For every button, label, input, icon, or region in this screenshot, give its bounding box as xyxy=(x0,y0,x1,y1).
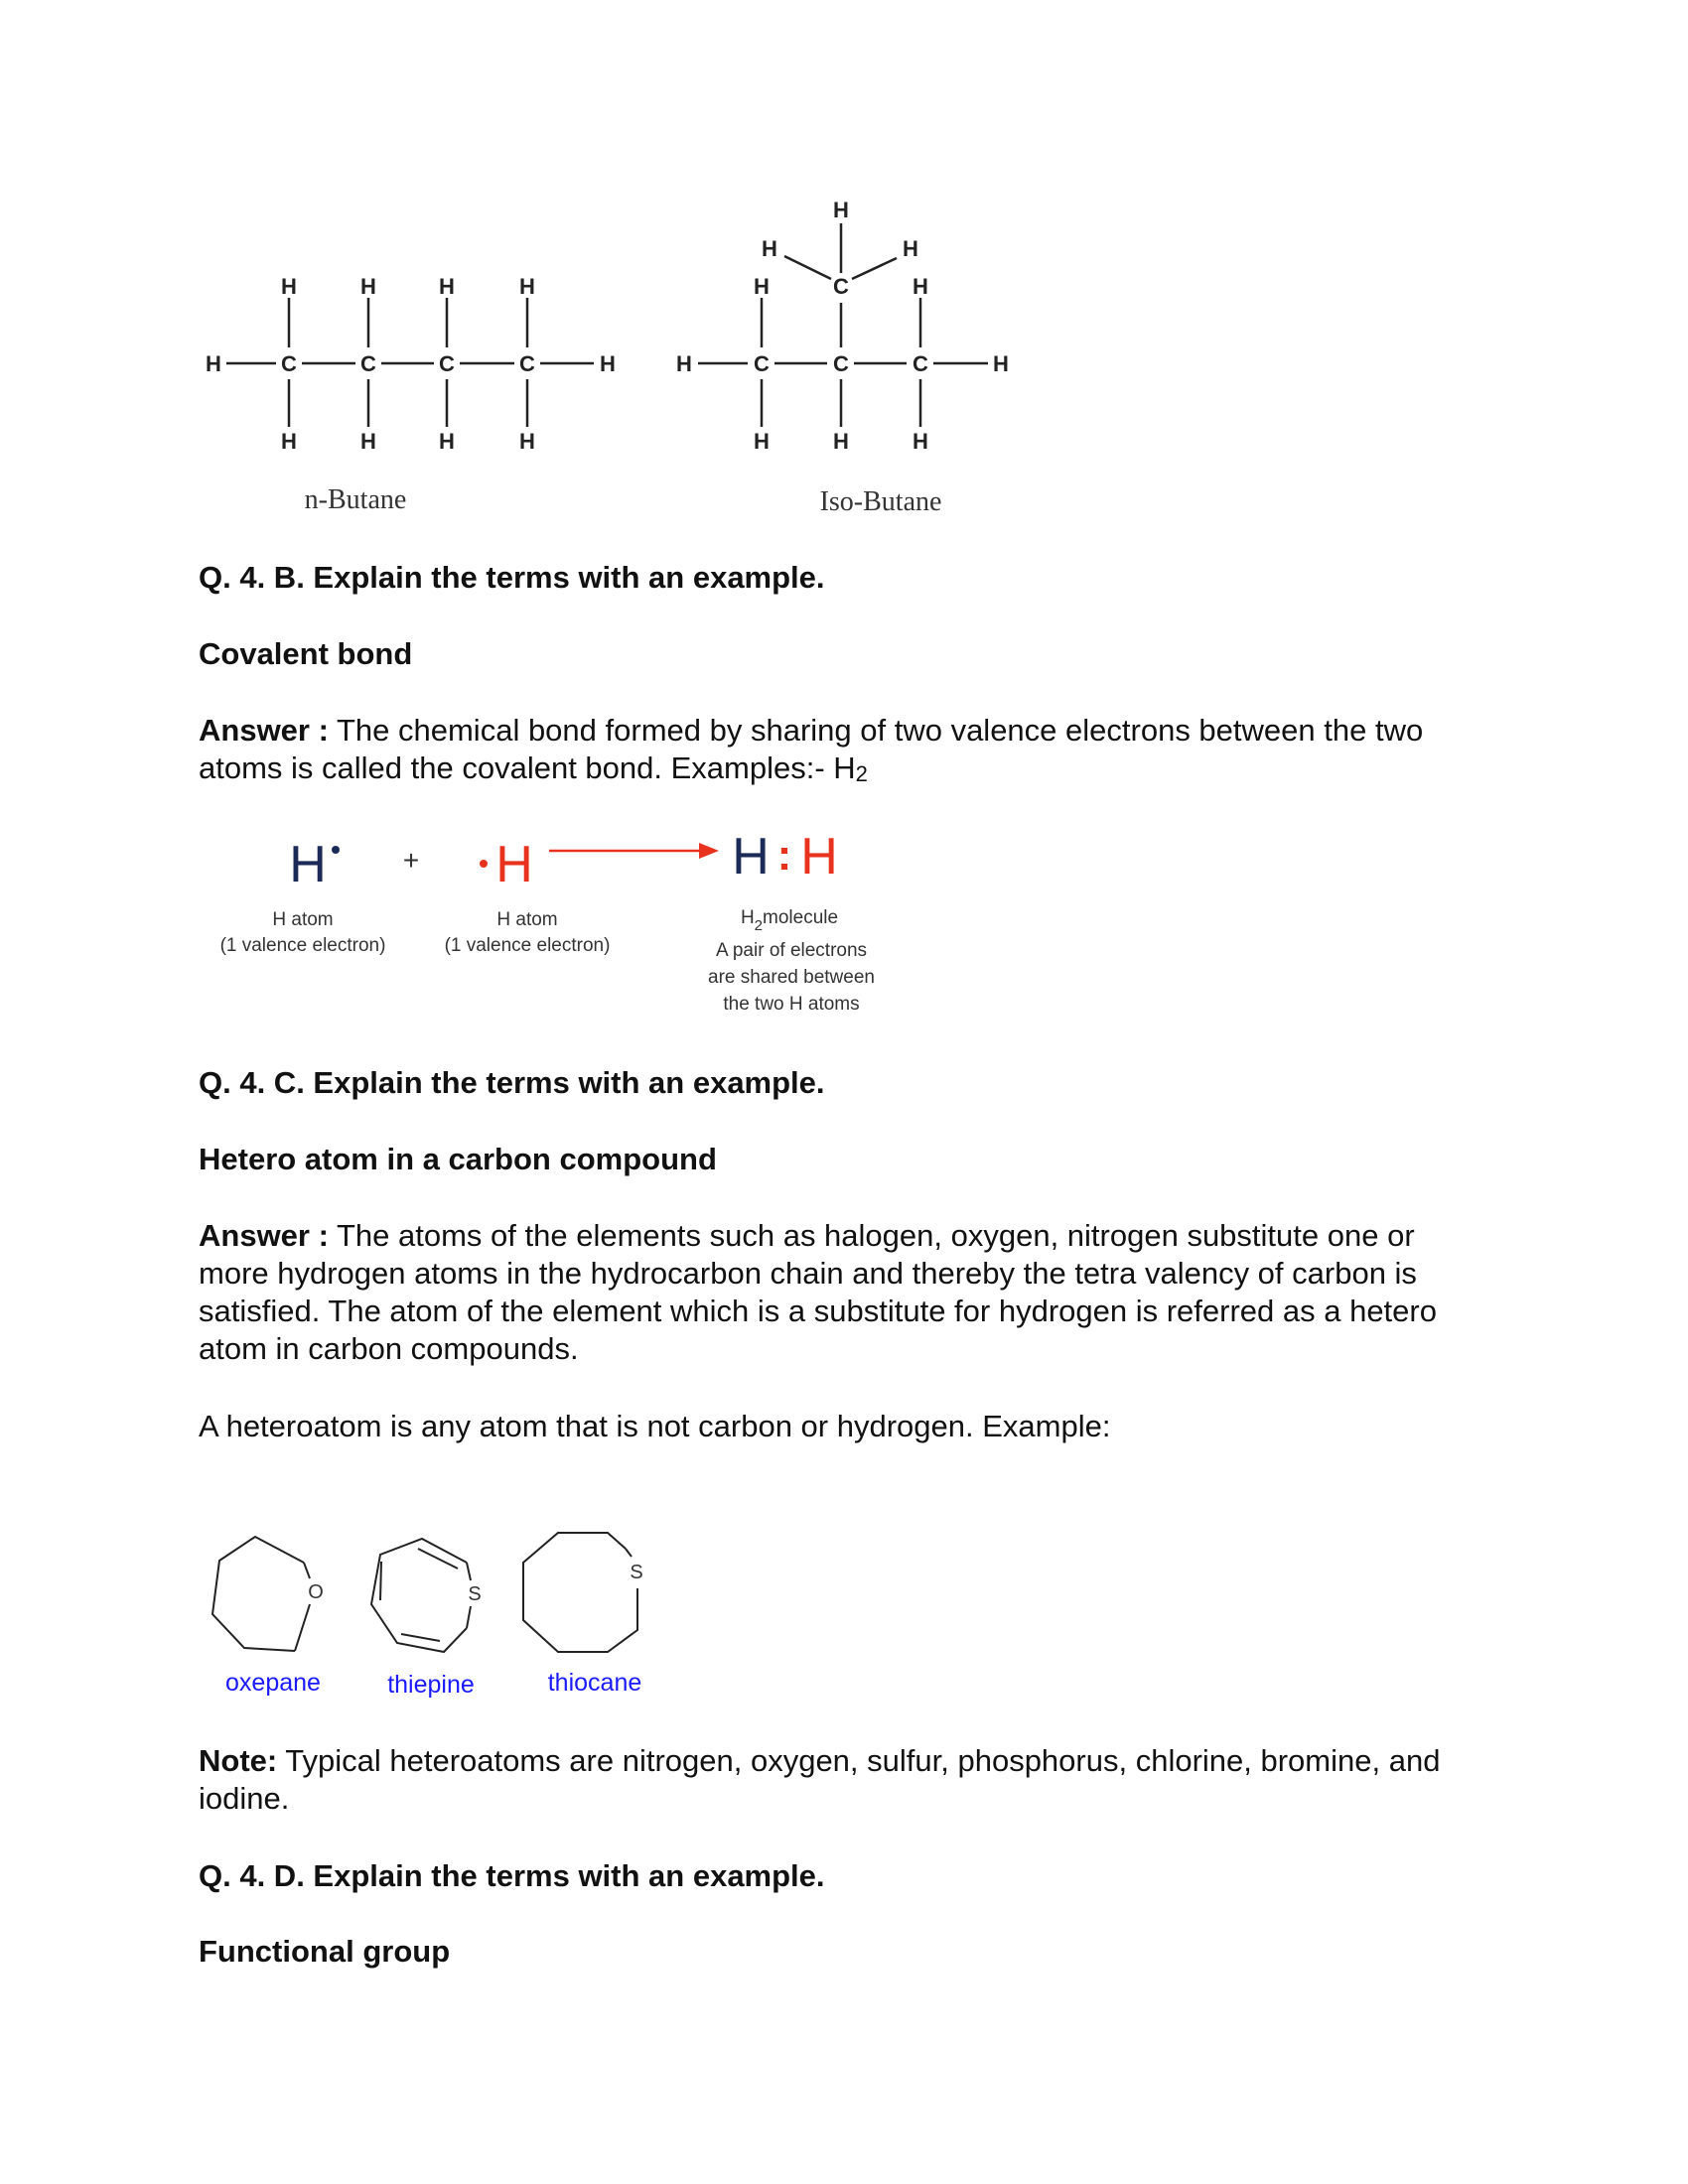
thiepine-ring xyxy=(371,1539,467,1652)
atom-h: H xyxy=(833,429,849,454)
h-atom-left: H xyxy=(289,836,327,893)
question-heading: Q. 4. B. Explain the terms with an example. xyxy=(199,560,825,595)
plus-sign: + xyxy=(402,845,420,876)
label-h-atom: H atom xyxy=(272,909,334,930)
atom-h: H xyxy=(913,429,928,454)
heteroatom-paragraph: A heteroatom is any atom that is not carbon or hydrogen. Example: xyxy=(199,1409,1111,1443)
answer-text: The chemical bond formed by sharing of two valence electrons between the two atoms is called the covalent bond. Examples:- H xyxy=(199,713,1424,785)
atom-h: H xyxy=(762,236,777,261)
label-h2-suffix: molecule xyxy=(763,907,839,928)
question-heading: Q. 4. D. Explain the terms with an example. xyxy=(199,1858,825,1893)
answer-paragraph xyxy=(199,1217,1489,1368)
atom-c: C xyxy=(833,351,849,376)
label-h2-molecule xyxy=(741,907,838,934)
valence-electron-dot xyxy=(480,860,488,868)
oxepane-ring xyxy=(212,1537,304,1651)
note-text: Typical heteroatoms are nitrogen, oxygen, sulfur, phosphorus, chlorine, bromine, and iodine. xyxy=(199,1743,1441,1816)
ring-heteroatom: O xyxy=(308,1581,324,1603)
term-heading: Functional group xyxy=(199,1934,451,1969)
ring-name-label: thiepine xyxy=(387,1671,475,1699)
ring-name-label: thiocane xyxy=(547,1669,642,1697)
answer-label: Answer : xyxy=(199,1218,329,1253)
label-h2-subscript: 2 xyxy=(754,917,764,934)
note-paragraph xyxy=(199,1742,1489,1818)
arrow-head-icon xyxy=(699,843,719,859)
atom-h: H xyxy=(754,274,770,299)
atom-c: C xyxy=(754,351,770,376)
atom-c: C xyxy=(360,351,376,376)
answer-subscript: 2 xyxy=(855,761,868,786)
atom-h: H xyxy=(903,236,918,261)
label-shared-line: are shared between xyxy=(708,967,875,988)
atom-h: H xyxy=(519,429,535,454)
atom-c: C xyxy=(519,351,535,376)
label-h-atom: H atom xyxy=(496,909,558,930)
ring-heteroatom: S xyxy=(630,1562,643,1583)
label-h2-prefix: H xyxy=(740,907,755,928)
atom-h: H xyxy=(360,429,376,454)
ring-name-label: oxepane xyxy=(225,1669,321,1697)
iso-butane-label: Iso-Butane xyxy=(819,486,942,517)
term-heading: Covalent bond xyxy=(199,636,413,671)
term-heading: Hetero atom in a carbon compound xyxy=(199,1142,717,1176)
atom-h: H xyxy=(676,351,692,376)
answer-label: Answer : xyxy=(199,713,329,748)
label-shared-line: the two H atoms xyxy=(723,994,860,1015)
atom-h: H xyxy=(993,351,1009,376)
atom-h: H xyxy=(439,429,455,454)
label-shared-line: A pair of electrons xyxy=(715,940,868,961)
n-butane-label: n-Butane xyxy=(304,484,407,515)
label-valence: (1 valence electron) xyxy=(219,935,386,956)
h-atom-right: H xyxy=(495,836,533,893)
heteroatom-rings-figure xyxy=(189,1509,685,1707)
atom-h: H xyxy=(913,274,928,299)
question-heading: Q. 4. C. Explain the terms with an example. xyxy=(199,1065,825,1100)
ring-heteroatom: S xyxy=(468,1583,482,1605)
atom-c: C xyxy=(281,351,297,376)
atom-h: H xyxy=(281,429,297,454)
answer-text: The atoms of the elements such as halogen, oxygen, nitrogen substitute one or more hydrogen atoms in the hydrocarbon chain and thereby the tetra valency of carbon is satisfied. The atom of the element which is a substitute for hydrogen is referred as a hetero atom in carbon compounds. xyxy=(199,1218,1437,1366)
shared-electron-pair: : xyxy=(776,831,792,880)
label-valence: (1 valence electron) xyxy=(444,935,611,956)
atom-h: H xyxy=(439,274,455,299)
atom-c: C xyxy=(833,274,849,299)
atom-h: H xyxy=(600,351,616,376)
valence-electron-dot xyxy=(332,846,340,854)
thiocane-ring xyxy=(523,1533,637,1652)
product-h-right: H xyxy=(800,828,838,886)
atom-h: H xyxy=(833,198,849,222)
product-h-left: H xyxy=(732,828,770,886)
atom-c: C xyxy=(439,351,455,376)
atom-h: H xyxy=(754,429,770,454)
atom-c: C xyxy=(913,351,928,376)
h2-formation-figure xyxy=(189,814,933,1032)
atom-h: H xyxy=(281,274,297,299)
answer-paragraph xyxy=(199,712,1489,793)
atom-h: H xyxy=(519,274,535,299)
butane-structures-figure xyxy=(0,179,1092,536)
atom-h: H xyxy=(206,351,221,376)
note-label: Note: xyxy=(199,1743,278,1778)
atom-h: H xyxy=(360,274,376,299)
